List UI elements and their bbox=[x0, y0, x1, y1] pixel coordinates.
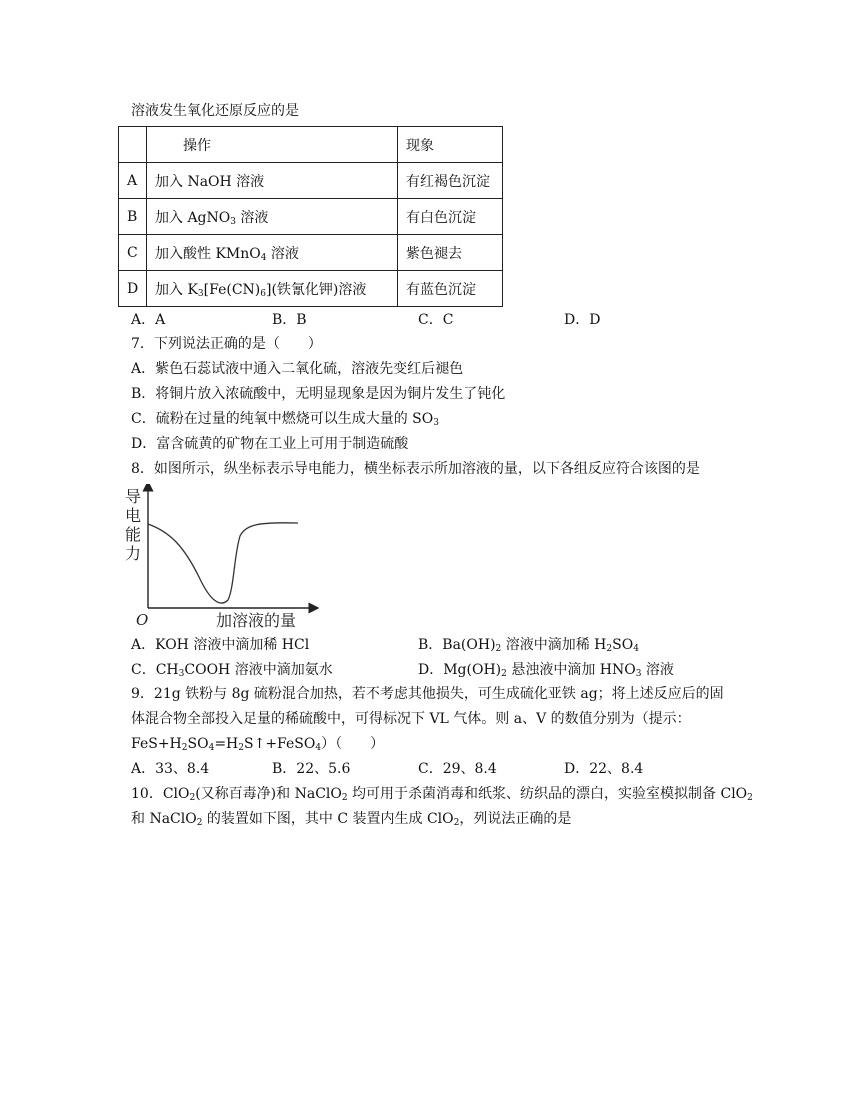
row-result: 有红褐色沉淀 bbox=[398, 163, 503, 199]
q10-line-1: 10．ClO$_2$(又称百毒净)和 NaClO$_2$ 均可用于杀菌消毒和纸浆、纺织品的漂白，实验室模拟制备 ClO$_2$ bbox=[131, 786, 753, 803]
conductivity-graph bbox=[122, 484, 322, 629]
y-label-char: 力 bbox=[125, 544, 142, 563]
table-row bbox=[119, 163, 503, 199]
q7-stem: 7．下列说法正确的是（ ） bbox=[131, 336, 322, 352]
intro-text: 溶液发生氧化还原反应的是 bbox=[131, 103, 299, 119]
table-row bbox=[119, 199, 503, 235]
row-operation: 加入 $K_3[Fe(CN)_6]$(铁氰化钾)溶液 bbox=[147, 271, 398, 307]
y-label-char: 导 bbox=[125, 487, 142, 506]
q9-line-2: 体混合物全部投入足量的稀硫酸中，可得标况下 VL 气体。则 a、V 的数值分别为（提示： bbox=[131, 711, 691, 727]
q9-option-d: D．22、8.4 bbox=[564, 761, 644, 777]
q7-option-a: A．紫色石蕊试液中通入二氧化硫，溶液先变红后褪色 bbox=[131, 361, 464, 377]
q8-option-c: C．$CH_3COOH$ 溶液中滴加氨水 bbox=[131, 662, 333, 679]
table-header-cell: 操作 bbox=[147, 127, 398, 163]
table-header-cell: 现象 bbox=[398, 127, 503, 163]
operation-table bbox=[118, 126, 503, 307]
row-operation: 加入 NaOH 溶液 bbox=[147, 163, 398, 199]
q8-option-d: D．$Mg(OH)_2$ 悬浊液中滴加 $HNO_3$ 溶液 bbox=[418, 662, 674, 679]
conductivity-curve bbox=[148, 523, 298, 603]
table-row bbox=[119, 235, 503, 271]
table-header-cell bbox=[119, 127, 147, 163]
q7-option-c: C．硫粉在过量的纯氧中燃烧可以生成大量的 $SO_3$ bbox=[131, 411, 439, 428]
q8-stem: 8．如图所示，纵坐标表示导电能力，横坐标表示所加溶液的量，以下各组反应符合该图的是 bbox=[131, 461, 700, 477]
q9-option-a: A．33、8.4 bbox=[131, 761, 210, 777]
y-label-char: 能 bbox=[125, 525, 142, 544]
table-header-row bbox=[119, 127, 503, 163]
q6-option-b: B．B bbox=[272, 312, 307, 328]
row-key: C bbox=[119, 235, 147, 271]
y-label-char: 电 bbox=[125, 506, 142, 525]
q7-option-b: B．将铜片放入浓硫酸中，无明显现象是因为铜片发生了钝化 bbox=[131, 386, 506, 402]
row-operation: 加入 AgNO$_3$ 溶液 bbox=[147, 199, 398, 235]
row-key: B bbox=[119, 199, 147, 235]
q7-option-d: D．富含硫黄的矿物在工业上可用于制造硫酸 bbox=[131, 436, 409, 452]
x-axis-label: 加溶液的量 bbox=[216, 611, 297, 629]
q9-option-b: B．22、5.6 bbox=[272, 761, 351, 777]
row-key: A bbox=[119, 163, 147, 199]
table-row bbox=[119, 271, 503, 307]
row-result: 紫色褪去 bbox=[398, 235, 503, 271]
q9-line-3: $FeS+H_2SO_4=H_2S↑+FeSO_4$）（ ） bbox=[131, 736, 385, 753]
q6-option-a: A．A bbox=[131, 312, 166, 328]
q10-line-2: 和 NaClO$_2$ 的装置如下图，其中 C 装置内生成 ClO$_2$，列说法正确的是 bbox=[131, 811, 572, 828]
q9-line-1: 9．21g 铁粉与 8g 硫粉混合加热，若不考虑其他损失，可生成硫化亚铁 ag；将上述反应后的固 bbox=[131, 686, 724, 702]
q8-option-b: B．$Ba(OH)_2$ 溶液中滴加稀 $H_2SO_4$ bbox=[418, 637, 639, 654]
row-result: 有蓝色沉淀 bbox=[398, 271, 503, 307]
row-operation: 加入酸性 KMnO$_4$ 溶液 bbox=[147, 235, 398, 271]
q6-option-d: D．D bbox=[564, 312, 601, 328]
q6-option-c: C．C bbox=[418, 312, 454, 328]
q9-option-c: C．29、8.4 bbox=[418, 761, 497, 777]
row-result: 有白色沉淀 bbox=[398, 199, 503, 235]
origin-label: O bbox=[136, 611, 149, 629]
q8-option-a: A．KOH 溶液中滴加稀 HCl bbox=[131, 637, 310, 653]
row-key: D bbox=[119, 271, 147, 307]
